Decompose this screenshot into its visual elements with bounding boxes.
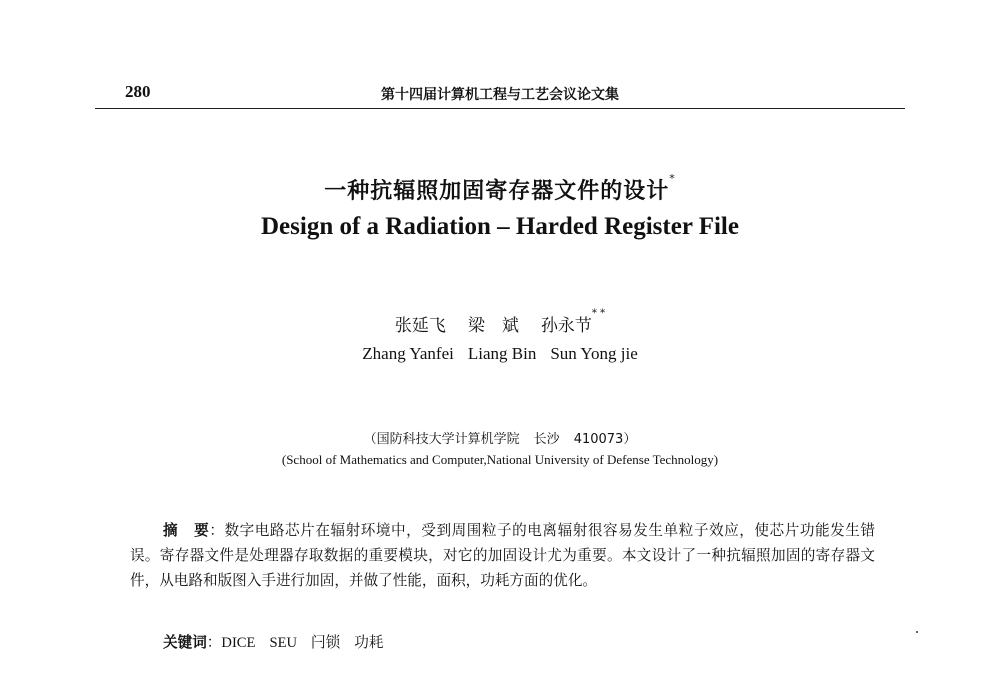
scan-speck — [916, 631, 918, 633]
keywords-separator: ： — [206, 634, 222, 651]
author-cn-1: 张延飞 — [394, 316, 446, 336]
affiliation-chinese — [0, 428, 1000, 447]
running-head: 第十四届计算机工程与工艺会议论文集 — [381, 87, 619, 103]
title-chinese — [0, 174, 1000, 205]
abstract — [130, 518, 875, 593]
keyword-item: 功耗 — [354, 634, 384, 651]
affiliation-city: 长沙 — [533, 432, 560, 447]
author-footnote-mark: * * — [591, 308, 606, 319]
header-rule — [95, 108, 905, 109]
affiliation-english: (School of Mathematics and Computer,National University of Defense Technology) — [281, 452, 719, 467]
keywords-label: 关键词 — [163, 634, 207, 651]
abstract-text: 数字电路芯片在辐射环境中，受到周围粒子的电离辐射很容易发生单粒子效应，使芯片功能发生错误。寄存器文件是处理器存取数据的重要模块，对它的加固设计尤为重要。本文设计了一种抗辐照加固的寄存器文件，从电路和版图入手进行加固，并做了性能，面积，功耗方面的优化。 — [130, 522, 875, 589]
abstract-label-end: 要 — [194, 522, 210, 539]
page-number: 280 — [125, 82, 151, 101]
author-en-1: Zhang Yanfei — [362, 344, 454, 363]
authors-english — [0, 344, 1000, 364]
affiliation-open-paren: （ — [363, 432, 377, 447]
keyword-item: DICE — [221, 635, 256, 651]
keyword-item: 闩锁 — [311, 634, 341, 651]
keywords — [163, 630, 397, 656]
abstract-label: 摘 — [163, 522, 195, 539]
abstract-separator: ： — [209, 522, 225, 539]
affiliation-org: 国防科技大学计算机学院 — [376, 432, 520, 447]
title-english: Design of a Radiation – Harded Register File — [261, 213, 739, 240]
title-footnote-mark: * — [669, 172, 676, 185]
author-en-2: Liang Bin — [467, 344, 537, 363]
title-chinese-text: 一种抗辐照加固寄存器文件的设计 — [324, 179, 670, 204]
author-cn-2: 梁 斌 — [467, 316, 519, 336]
affiliation-close-paren: ） — [623, 432, 637, 447]
keyword-item: SEU — [269, 635, 298, 651]
affiliation-zip: 410073 — [573, 432, 624, 447]
author-en-3: Sun Yong jie — [550, 344, 638, 363]
authors-chinese — [0, 308, 1000, 336]
author-cn-3: 孙永节 — [540, 316, 592, 336]
